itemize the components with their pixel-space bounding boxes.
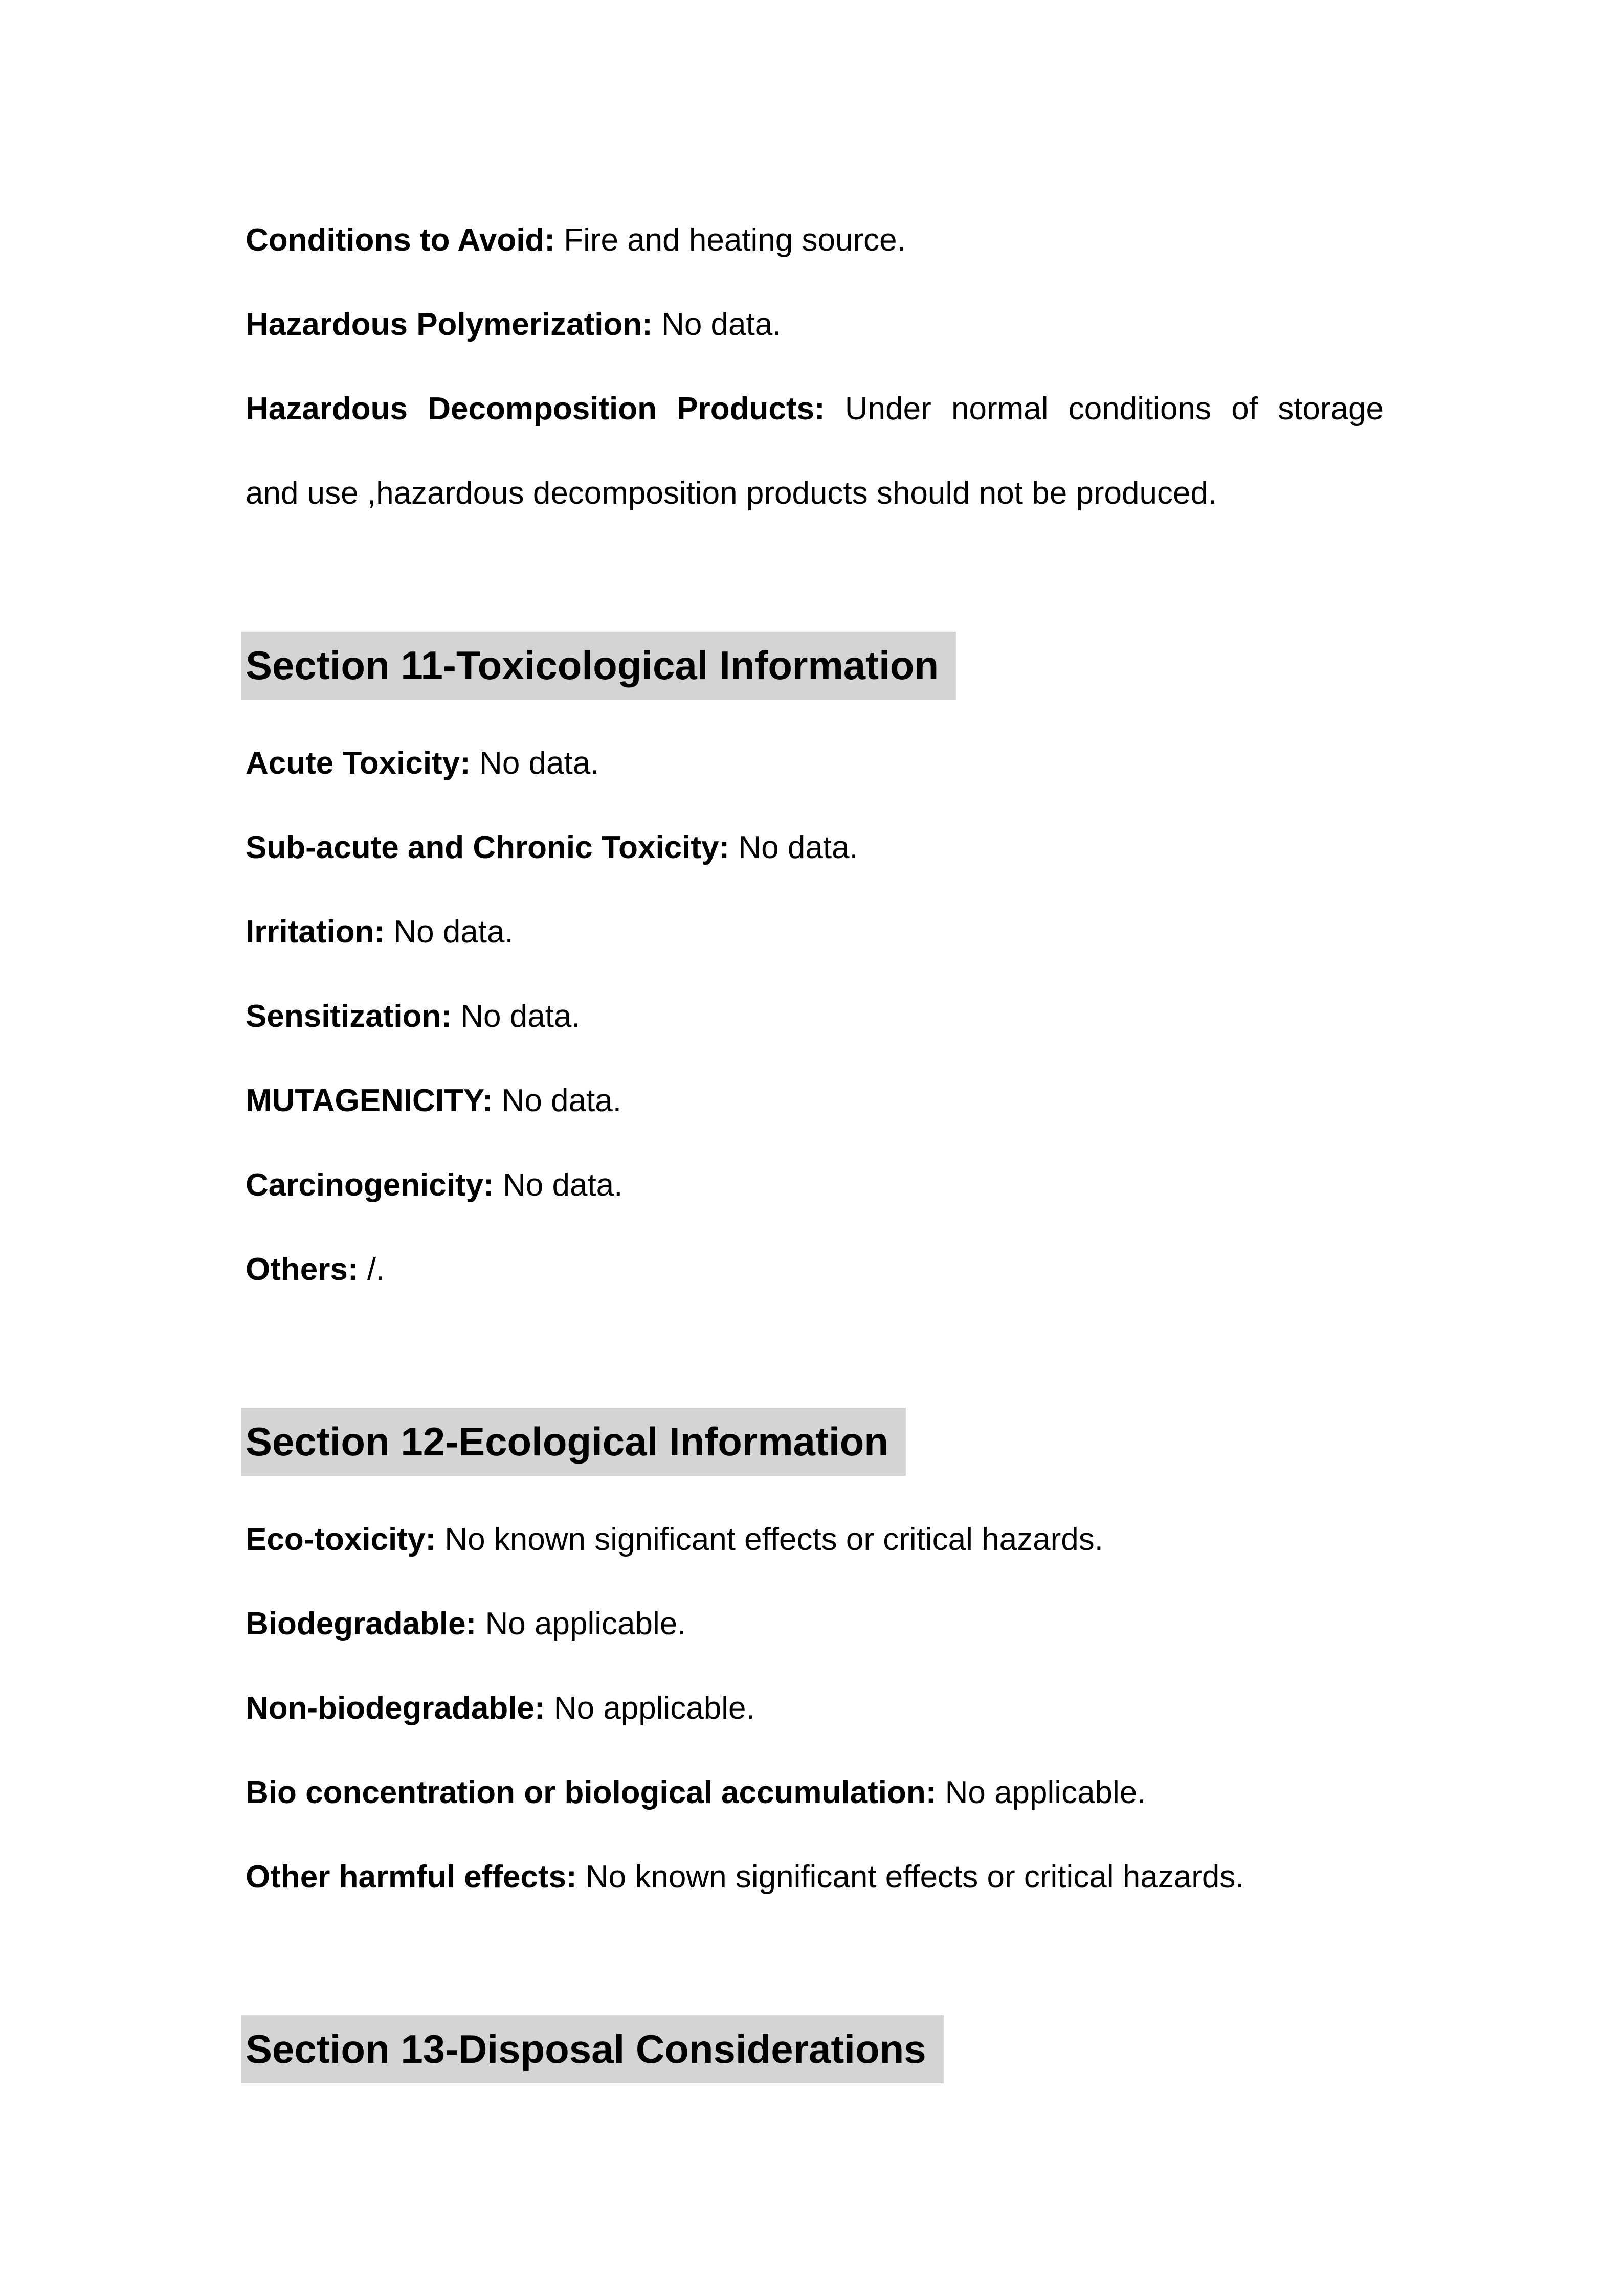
field-value: No applicable.: [553, 1691, 755, 1726]
field-value: No known significant effects or critical hazards.: [585, 1859, 1244, 1895]
field-bio-concentration: [246, 1750, 1384, 1835]
field-value: No known significant effects or critical hazards.: [444, 1522, 1103, 1557]
field-value: No data.: [479, 746, 599, 781]
field-label: Carcinogenicity:: [246, 1167, 494, 1203]
field-label: Irritation:: [246, 914, 385, 950]
field-value: No applicable.: [945, 1775, 1146, 1810]
field-value: Fire and heating source.: [564, 222, 906, 258]
field-label: Eco-toxicity:: [246, 1522, 436, 1557]
section-11-header: [246, 632, 1384, 711]
field-label: Biodegradable:: [246, 1606, 477, 1641]
field-label: Hazardous Decomposition Products:: [246, 391, 825, 426]
field-label: MUTAGENICITY:: [246, 1083, 493, 1118]
field-others: [246, 1227, 1384, 1312]
field-acute-toxicity: [246, 721, 1384, 805]
field-value: No data.: [460, 999, 581, 1034]
field-conditions-to-avoid: [246, 198, 1384, 282]
section-13-title: Section 13-Disposal Considerations: [241, 2015, 944, 2083]
field-label: Non-biodegradable:: [246, 1691, 545, 1726]
section-13-header: [246, 2015, 1384, 2095]
field-label: Other harmful effects:: [246, 1859, 577, 1895]
field-biodegradable: [246, 1582, 1384, 1666]
field-non-biodegradable: [246, 1666, 1384, 1750]
field-other-harmful-effects: [246, 1835, 1384, 1919]
field-hazardous-polymerization: [246, 282, 1384, 367]
field-value-continuation: and use ,hazardous decomposition products should not be produced.: [246, 476, 1217, 511]
field-label: Acute Toxicity:: [246, 746, 471, 781]
field-value: /.: [367, 1252, 385, 1287]
field-hazardous-decomposition-products-line2: [246, 451, 1384, 535]
field-value: No data.: [503, 1167, 623, 1203]
field-value: Under normal conditions of storage: [844, 391, 1384, 426]
field-value: No data.: [661, 307, 782, 342]
field-label: Hazardous Polymerization:: [246, 307, 653, 342]
field-irritation: [246, 890, 1384, 974]
field-value: No data.: [393, 914, 514, 950]
field-mutagenicity: [246, 1059, 1384, 1143]
field-value: No data.: [501, 1083, 621, 1118]
field-hazardous-decomposition-products-line1: [246, 367, 1384, 451]
field-label: Conditions to Avoid:: [246, 222, 555, 258]
field-label: Sub-acute and Chronic Toxicity:: [246, 830, 730, 865]
field-label: Others:: [246, 1252, 359, 1287]
field-eco-toxicity: [246, 1497, 1384, 1582]
field-carcinogenicity: [246, 1143, 1384, 1227]
field-sensitization: [246, 974, 1384, 1059]
field-sub-acute-chronic-toxicity: [246, 805, 1384, 890]
section-12-title: Section 12-Ecological Information: [241, 1408, 906, 1476]
section-12-header: [246, 1408, 1384, 1487]
field-label: Sensitization:: [246, 999, 452, 1034]
field-value: No data.: [738, 830, 858, 865]
field-label: Bio concentration or biological accumulation:: [246, 1775, 937, 1810]
field-value: No applicable.: [485, 1606, 686, 1641]
section-11-title: Section 11-Toxicological Information: [241, 632, 956, 700]
